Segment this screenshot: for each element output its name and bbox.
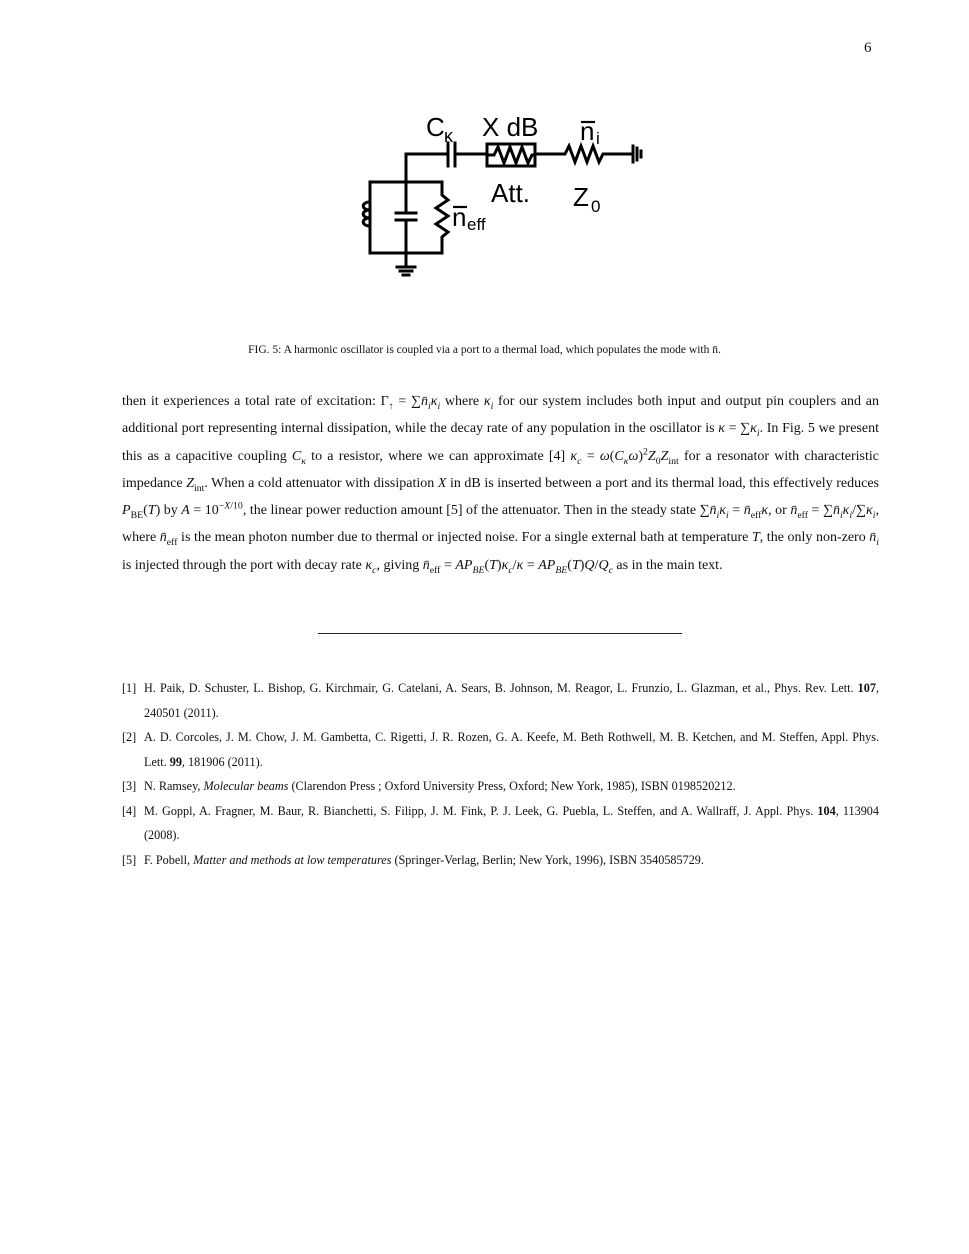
reference-list: [122, 676, 879, 872]
circuit-figure: [340, 110, 680, 290]
attenuator-resistor: [490, 147, 535, 163]
label-c: C: [426, 112, 445, 142]
circuit-diagram: [340, 110, 680, 290]
label-z: Z: [573, 182, 589, 212]
body-paragraph: then it experiences a total rate of excitation: $\Gamma_↑$ = $\sum n̄_i\kappa_i$ where $\kappa_i$ for our system includes both input and output pin couplers and an additional port representing internal dissipation, while the decay rate of any population in the oscillator is $\kappa = \sum\kappa_i$. In Fig. 5 we present this as a capacitive coupling $C_\kappa$ to a resistor, where we can approximate [4] $\kappa_c = \omega(C_\kappa\omega)^2Z_0Z_{int}$ for a resonator with characteristic impedance $Z_{int}$. When a cold attenuator with dissipation X in dB is inserted between a port and its thermal load, this effectively reduces $P_{BE}(T)$ by $A = 10^{-X/10}$, the linear power reduction amount [5] of the attenuator. Then in the steady state $\sum n̄_i\kappa_i$ = $n̄_{eff}\kappa$, or $n̄_{eff}$ = $\sum n̄_i\kappa_i/\sum\kappa_i$, where $n̄_{eff}$ is the mean photon number due to thermal or injected noise. For a single external bath at temperature T, the only non-zero $n̄_i$ is injected through the port with decay rate $\kappa_c$, giving $n̄_{eff} = AP_{BE}(T)\kappa_c/\kappa = AP_{BE}(T)Q/Q_c$ as in the main text.: [122, 394, 880, 576]
label-n-i-sub: i: [596, 129, 600, 148]
label-n-i: n: [580, 116, 595, 146]
neff-resistor: [436, 182, 448, 253]
label-n-eff: n: [452, 202, 467, 232]
reference-number: [5]: [122, 852, 137, 867]
reference-item: [1] H. Paik, D. Schuster, L. Bishop, G. Kirchmair, G. Catelani, A. Sears, B. Johnson, M. Reagor, L. Frunzio, L. Glazman, et al., Phys. Rev. Lett. 107, 240501 (2011).: [122, 676, 879, 725]
reference-number: [4]: [122, 803, 137, 818]
reference-number: [2]: [122, 730, 137, 744]
label-x-db: X dB: [482, 112, 539, 142]
separator-line: [318, 633, 682, 634]
figure-caption: FIG. 5: A harmonic oscillator is coupled via a port to a thermal load, which populates the mode with n̄.: [248, 344, 721, 356]
reference-item: [2] A. D. Corcoles, J. M. Chow, J. M. Gambetta, C. Rigetti, J. R. Rozen, G. A. Keefe, M. Beth Rothwell, M. B. Ketchen, and M. Steffen, Appl. Phys. Lett. 99, 181906 (2011).: [122, 725, 879, 774]
label-z-sub: 0: [591, 197, 601, 216]
label-c-kappa: κ: [444, 126, 453, 146]
reference-number: [3]: [122, 779, 137, 793]
coupling-wire: [406, 154, 448, 162]
label-att: Att.: [491, 178, 531, 208]
reference-number: [1]: [122, 681, 137, 695]
page-number: 6: [864, 40, 872, 56]
label-n-eff-sub: eff: [467, 215, 486, 234]
reference-item: [4] M. Goppl, A. Fragner, M. Baur, R. Bianchetti, S. Filipp, J. M. Fink, P. J. Leek, G. Puebla, L. Steffen, and A. Wallraff, J. Appl. Phys. 104, 113904 (2008).: [122, 799, 879, 848]
load-resistor: [535, 146, 632, 162]
reference-item: [5] F. Pobell, Matter and methods at low temperatures (Springer-Verlag, Berlin; New York, 1996), ISBN 3540585729.: [122, 848, 879, 873]
reference-item: [3] N. Ramsey, Molecular beams (Clarendon Press ; Oxford University Press, Oxford; New York, 1985), ISBN 0198520212.: [122, 774, 879, 799]
